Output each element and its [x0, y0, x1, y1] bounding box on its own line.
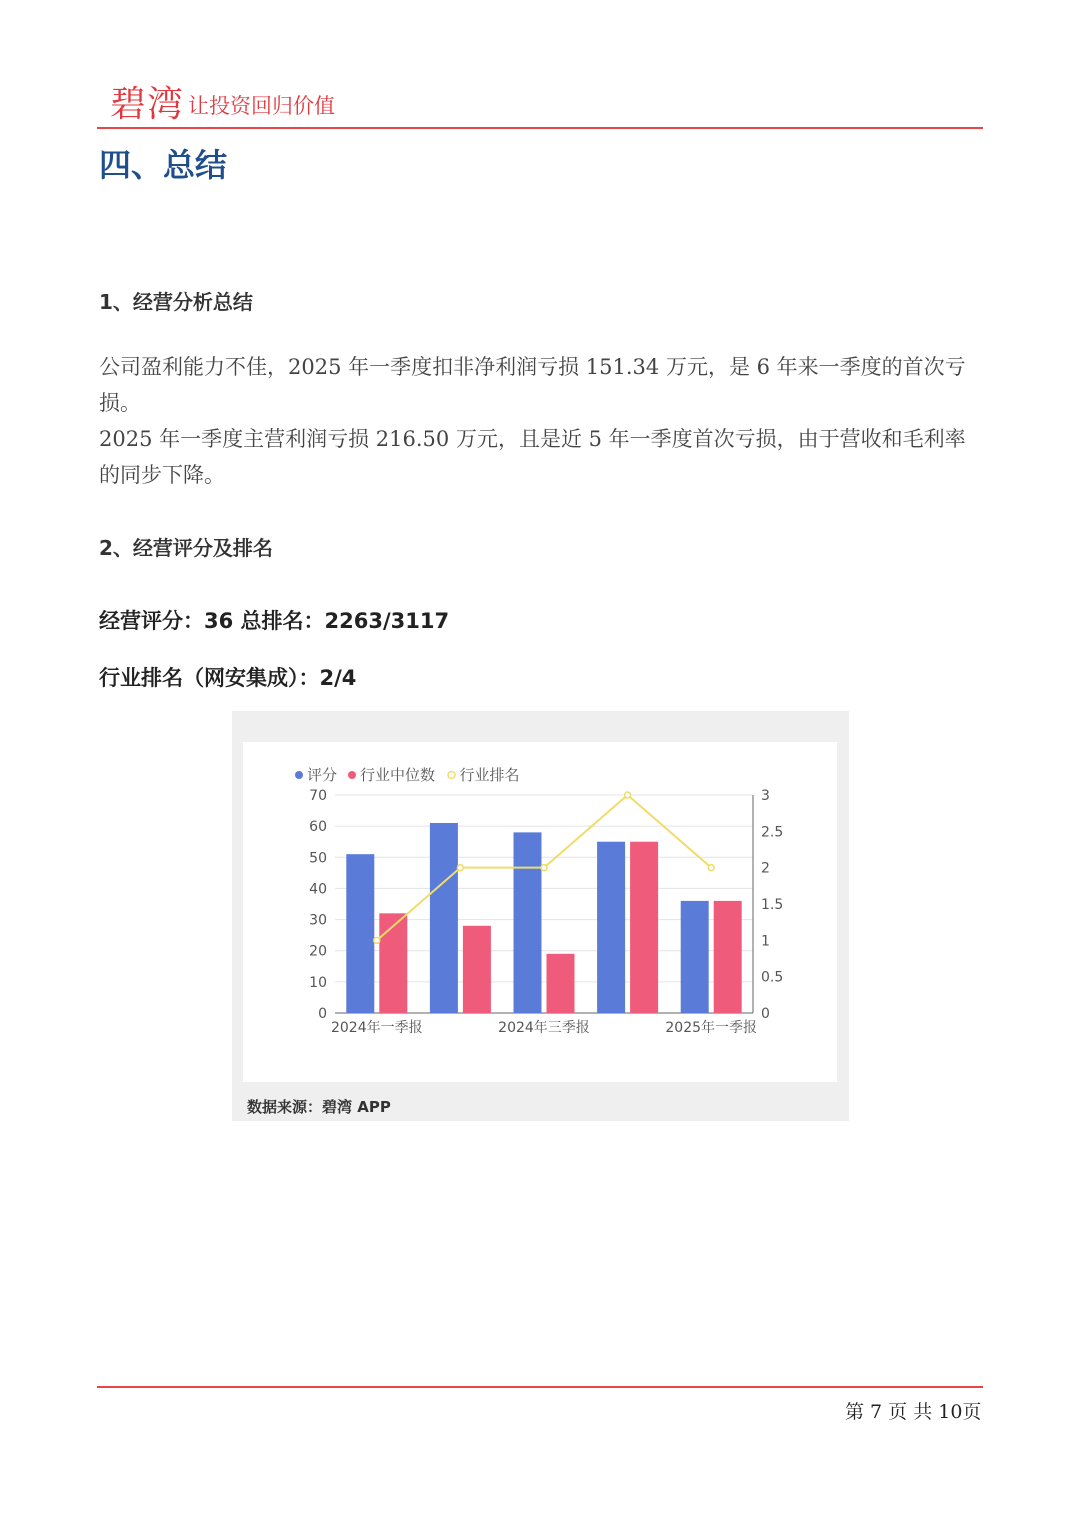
legend-marker [295, 771, 303, 779]
y-right-tick-label: 0.5 [761, 969, 784, 986]
point-industry-rank [457, 865, 463, 871]
x-tick-label: 2024年三季报 [498, 1020, 590, 1036]
legend-marker [448, 772, 455, 779]
score-line: 经营评分：36 总排名：2263/3117 [99, 609, 450, 633]
legend-label: 行业排名 [459, 766, 520, 784]
summary-paragraph-1: 公司盈利能力不佳，2025 年一季度扣非净利润亏损 151.34 万元，是 6 年来一季度的首次亏损。 [99, 355, 966, 415]
y-left-tick-label: 10 [309, 974, 327, 991]
x-tick-label: 2025年一季报 [665, 1020, 758, 1036]
y-left-tick-label: 40 [309, 881, 327, 898]
legend-marker [348, 771, 356, 779]
y-right-tick-label: 1 [761, 933, 770, 950]
y-right-tick-label: 1.5 [761, 897, 784, 913]
chart-area [243, 742, 837, 1082]
bar-score [430, 823, 458, 1013]
summary-heading: 1、经营分析总结 [99, 290, 253, 314]
point-industry-rank [374, 937, 380, 943]
brand-logo: 碧湾 [110, 84, 185, 125]
y-right-tick-label: 2 [761, 860, 770, 877]
bar-score [681, 901, 709, 1013]
summary-paragraph-2: 2025 年一季度主营利润亏损 216.50 万元，且是近 5 年一季度首次亏损，由于营收和毛利率的同步下降。 [99, 427, 966, 487]
y-left-tick-label: 20 [309, 943, 327, 960]
point-industry-rank [541, 865, 547, 871]
bar-industry-median [714, 901, 742, 1013]
point-industry-rank [625, 792, 631, 798]
industry-rank-line: 行业排名（网安集成）：2/4 [99, 666, 357, 690]
bar-industry-median [547, 954, 575, 1013]
legend-label: 评分 [307, 766, 338, 784]
footer-divider [97, 1386, 983, 1388]
bar-industry-median [630, 842, 658, 1013]
y-right-tick-label: 0 [761, 1006, 770, 1022]
bar-score [597, 842, 625, 1013]
y-left-tick-label: 30 [309, 912, 327, 929]
x-tick-label: 2024年一季报 [330, 1020, 423, 1036]
y-left-tick-label: 0 [318, 1006, 327, 1022]
y-right-tick-label: 2.5 [761, 824, 784, 841]
legend-label: 行业中位数 [360, 766, 436, 784]
bar-score [346, 854, 374, 1013]
header-divider [97, 127, 983, 129]
section-title: 四、总结 [99, 146, 228, 184]
y-left-tick-label: 70 [309, 788, 327, 804]
bar-industry-median [463, 926, 491, 1013]
point-industry-rank [708, 865, 714, 871]
rating-heading: 2、经营评分及排名 [99, 536, 273, 560]
chart-source: 数据来源：碧湾 APP [247, 1098, 391, 1116]
chart-card [232, 711, 849, 1121]
bar-industry-median [379, 913, 407, 1013]
y-left-tick-label: 60 [309, 819, 327, 836]
brand-slogan: 让投资回归价值 [188, 94, 335, 118]
page-number: 第 7 页 共 10页 [845, 1401, 982, 1423]
y-right-tick-label: 3 [761, 788, 770, 804]
y-left-tick-label: 50 [309, 850, 327, 867]
chart [243, 742, 837, 1082]
bar-score [514, 832, 542, 1013]
